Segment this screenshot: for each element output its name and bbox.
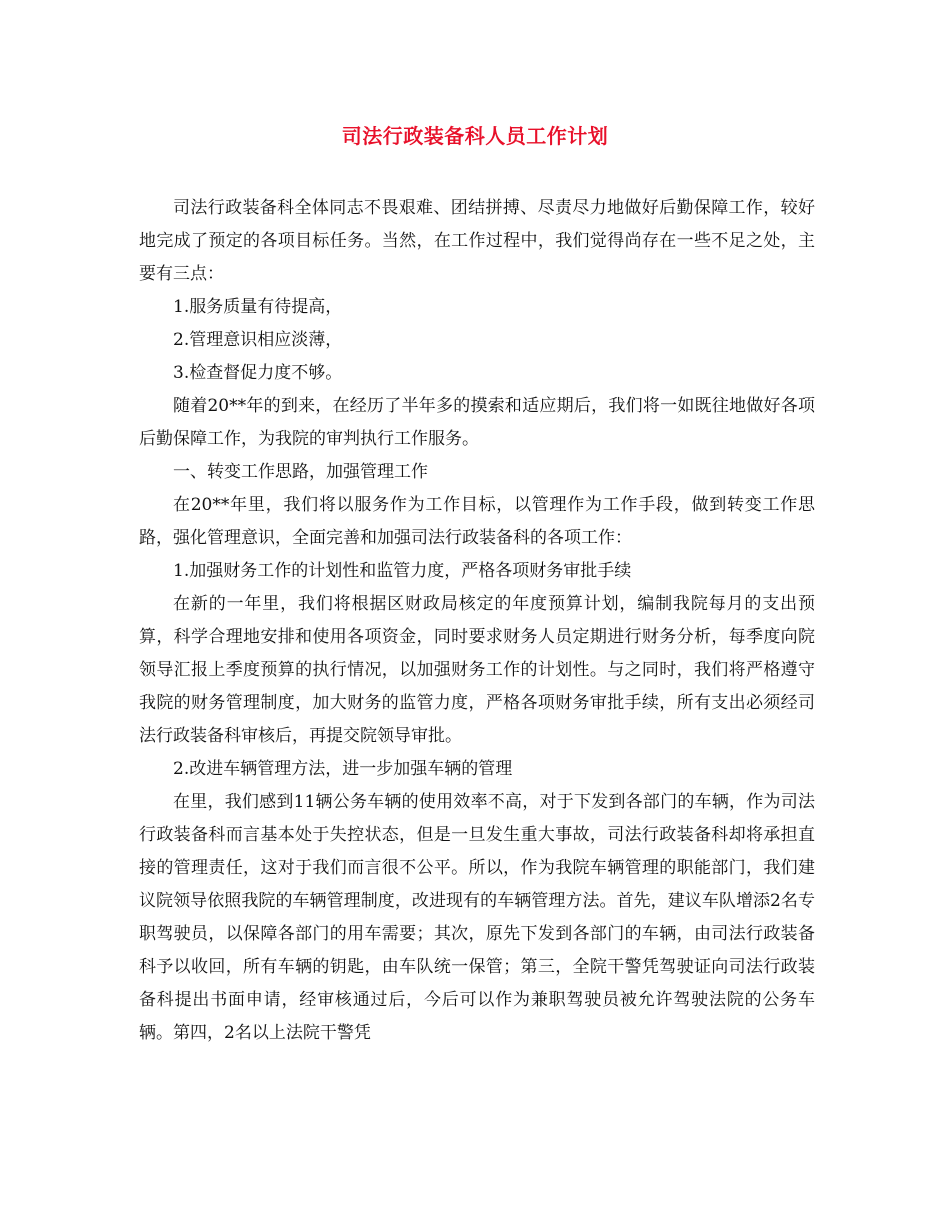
subheading-vehicles: 2.改进车辆管理方法，进一步加强车辆的管理 [173, 759, 513, 779]
paragraph-point-1: 1.服务质量有待提高， [173, 297, 343, 317]
paragraph-point-3: 3.检查督促力度不够。 [173, 363, 343, 383]
paragraph-outlook: 随着20**年的到来，在经历了半年多的摸索和适应期后，我们将一如既往地做好各项后勤保障工作，为我院的审判执行工作服务。 [139, 396, 815, 449]
paragraph-point-2: 2.管理意识相应淡薄， [173, 330, 343, 350]
subheading-finance: 1.加强财务工作的计划性和监管力度，严格各项财务审批手续 [173, 561, 632, 581]
paragraph-intro: 司法行政装备科全体同志不畏艰难、团结拼搏、尽责尽力地做好后勤保障工作，较好地完成了预定的各项目标任务。当然，在工作过程中，我们觉得尚存在一些不足之处，主要有三点： [139, 198, 815, 284]
paragraph-section-1-intro: 在20**年里，我们将以服务作为工作目标，以管理作为工作手段，做到转变工作思路，强化管理意识，全面完善和加强司法行政装备科的各项工作： [139, 495, 815, 548]
document-title: 司法行政装备科人员工作计划 [341, 124, 609, 148]
section-heading-1: 一、转变工作思路，加强管理工作 [173, 462, 428, 482]
paragraph-vehicles: 在里，我们感到11辆公务车辆的使用效率不高，对于下发到各部门的车辆，作为司法行政装备科而言基本处于失控状态，但是一旦发生重大事故，司法行政装备科却将承担直接的管理责任，这对于我们而言很不公平。所以，作为我院车辆管理的职能部门，我们建议院领导依照我院的车辆管理制度，改进现有的车辆管理方法。首先，建议车队增添2名专职驾驶员，以保障各部门的用车需要；其次，原先下发到各部门的车辆，由司法行政装备科予以收回，所有车辆的钥匙，由车队统一保管；第三，全院干警凭驾驶证向司法行政装备科提出书面申请，经审核通过后，今后可以作为兼职驾驶员被允许驾驶法院的公务车辆。第四，2名以上法院干警凭 [139, 792, 815, 1043]
paragraph-finance: 在新的一年里，我们将根据区财政局核定的年度预算计划，编制我院每月的支出预算，科学合理地安排和使用各项资金，同时要求财务人员定期进行财务分析，每季度向院领导汇报上季度预算的执行情况，以加强财务工作的计划性。与之同时，我们将严格遵守我院的财务管理制度，加大财务的监管力度，严格各项财务审批手续，所有支出必须经司法行政装备科审核后，再提交院领导审批。 [139, 594, 815, 746]
document-body [139, 192, 815, 1050]
